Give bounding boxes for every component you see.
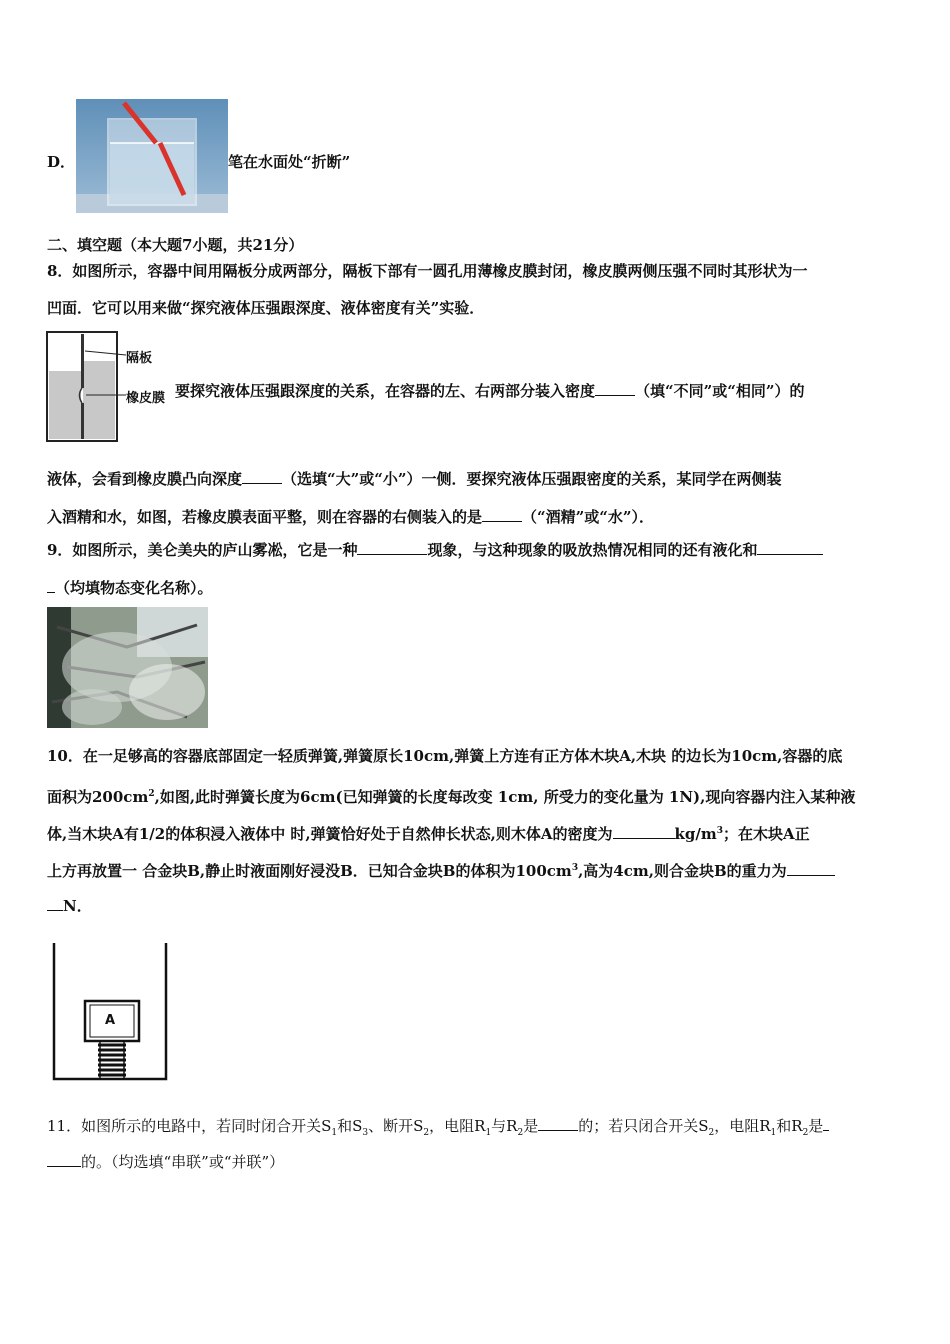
superscript: 3 <box>716 826 724 836</box>
superscript: 2 <box>148 789 155 799</box>
superscript: 3 <box>571 863 579 873</box>
q11-text: 11．如图所示的电路中，若同时闭合开关S <box>47 1117 332 1135</box>
q10-line2-text-a: 面积为200cm <box>47 788 149 806</box>
answer-blank[interactable] <box>482 507 522 522</box>
q10-line3-unit: kg/m <box>674 825 717 843</box>
q11-text: 是 <box>523 1117 539 1135</box>
q11-text: 是 <box>808 1117 824 1135</box>
beaker-pencil-illustration <box>76 99 228 213</box>
subscript: 2 <box>423 1128 430 1138</box>
q9-line1-text-b: 现象，与这种现象的吸放热情况相同的还有液化和 <box>427 541 758 559</box>
q10-line1: 10．在一足够高的容器底部固定一轻质弹簧,弹簧原长10cm,弹簧上方连有正方体木块A,木块 的边长为10cm,容器的底 <box>47 747 843 765</box>
q8-line4-text-b: （选填“大”或“小”）一侧．要探究液体压强跟密度的关系，某同学在两侧装 <box>282 470 782 488</box>
q10-line5-text: N． <box>63 897 92 915</box>
q9-line1 <box>47 540 823 560</box>
answer-blank[interactable] <box>357 540 427 555</box>
q9-line2 <box>47 578 213 598</box>
answer-blank[interactable] <box>47 1152 81 1167</box>
q8-line5 <box>47 507 654 527</box>
q11-line2-text: 的。（均选填“串联”或“并联”） <box>81 1153 285 1171</box>
q8-line4 <box>47 469 782 489</box>
q11-text: 的；若只闭合开关S <box>578 1117 709 1135</box>
label-partition: 隔板 <box>126 351 153 366</box>
q9-line1-text-a: 9．如图所示，美仑美央的庐山雾凇，它是一种 <box>47 541 358 559</box>
q8-line5-text-b: （“酒精”或“水”）． <box>522 508 655 526</box>
answer-blank[interactable] <box>538 1116 578 1131</box>
q10-line3-text-b: ；在木块A正 <box>723 825 810 843</box>
block-a-label: A <box>105 1013 116 1028</box>
q10-line4-text-b: ,高为4cm,则合金块B的重力为 <box>578 862 787 880</box>
subscript: 2 <box>517 1128 524 1138</box>
section-title: 二、填空题（本大题7小题，共21分） <box>47 236 304 254</box>
option-d-letter: D． <box>47 153 76 171</box>
q11-text: 与R <box>491 1117 518 1135</box>
q9-line2-text: （均填物态变化名称）。 <box>55 579 213 597</box>
q11-line2 <box>47 1152 284 1172</box>
q11-text: 和R <box>776 1117 803 1135</box>
q8-line4-text-a: 液体，会看到橡皮膜凸向深度 <box>47 470 243 488</box>
q8-line1: 8．如图所示，容器中间用隔板分成两部分，隔板下部有一圆孔用薄橡皮膜封闭，橡皮膜两侧压强不同时其形状为一 <box>47 262 808 280</box>
q11-line1 <box>47 1116 829 1143</box>
option-d-text: 笔在水面处“折断” <box>228 153 351 171</box>
spring-block-diagram <box>50 941 170 1083</box>
subscript: 3 <box>362 1128 369 1138</box>
q10-line5 <box>47 896 92 916</box>
answer-blank[interactable] <box>47 896 63 911</box>
label-membrane: 橡皮膜 <box>126 391 166 406</box>
answer-blank[interactable] <box>595 381 635 396</box>
q10-line3-text-a: 体,当木块A有1/2的体积浸入液体中 时,弹簧恰好处于自然伸长状态,则木体A的密度为 <box>47 825 613 843</box>
q11-text: 、断开S <box>368 1117 424 1135</box>
answer-blank[interactable] <box>823 1116 829 1131</box>
subscript: 2 <box>708 1128 715 1138</box>
q8-line3-text-b: （填“不同”或“相同”）的 <box>635 382 805 400</box>
spring-container-figure <box>50 941 170 1083</box>
answer-blank[interactable] <box>613 824 675 839</box>
answer-blank[interactable] <box>242 469 282 484</box>
q10-line4-text-a: 上方再放置一 合金块B,静止时液面刚好浸没B．已知合金块B的体积为100cm <box>47 862 572 880</box>
q8-line3 <box>175 381 805 401</box>
q8-line2: 凹面．它可以用来做“探究液体压强跟深度、液体密度有关”实验． <box>47 299 485 317</box>
subscript: 2 <box>802 1128 809 1138</box>
answer-blank[interactable] <box>47 578 55 593</box>
subscript: 1 <box>331 1128 338 1138</box>
q10-line3 <box>47 821 810 844</box>
q10-line2-text-b: ,如图,此时弹簧长度为6cm(已知弹簧的长度每改变 1cm, 所受力的变化量为 1N),现向容器内注入某种液 <box>154 788 856 806</box>
rime-photo <box>47 607 208 728</box>
beaker-photo <box>76 99 228 213</box>
q11-text: ，电阻R <box>714 1117 771 1135</box>
rime-trees-illustration <box>47 607 208 728</box>
answer-blank[interactable] <box>757 540 823 555</box>
q8-line5-text-a: 入酒精和水，如图，若橡皮膜表面平整，则在容器的右侧装入的是 <box>47 508 483 526</box>
answer-blank[interactable] <box>787 861 835 876</box>
q8-line3-text-a: 要探究液体压强跟深度的关系，在容器的左、右两部分装入密度 <box>175 382 596 400</box>
q10-line2 <box>47 784 855 807</box>
subscript: 1 <box>770 1128 777 1138</box>
q11-text: 和S <box>337 1117 363 1135</box>
q11-text: ，电阻R <box>429 1117 486 1135</box>
subscript: 1 <box>485 1128 492 1138</box>
q10-line4 <box>47 858 835 881</box>
